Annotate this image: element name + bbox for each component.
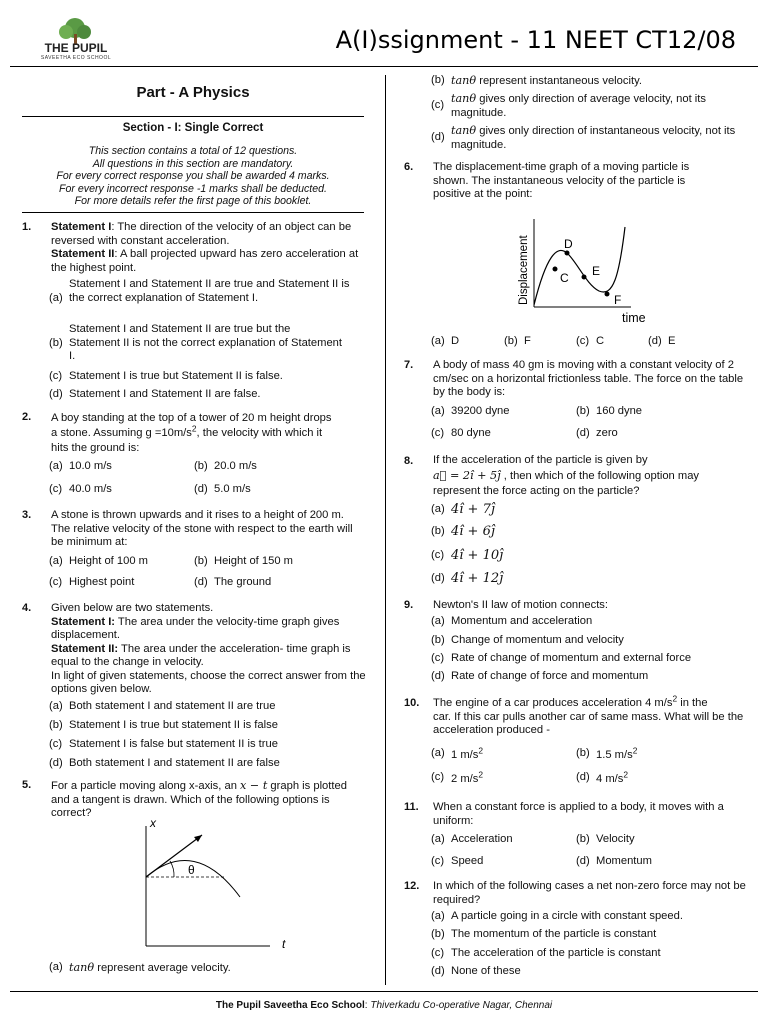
question-number: 12.	[404, 880, 420, 892]
option-label: (c)	[431, 652, 445, 664]
tangent-arrowhead	[194, 835, 202, 842]
instruction-line: This section contains a total of 12 questions.	[88, 145, 298, 157]
question-line: car. If this car pulls another car of same mass. What will be the acceleration produced -	[433, 710, 744, 736]
option-text: represent instantaneous velocity.	[476, 75, 642, 87]
option-text: Statement I and Statement II are true and Statement II is the correct explanation of Statement I.	[69, 278, 350, 304]
option-text: Momentum	[596, 855, 652, 867]
option-text: 80 dyne	[451, 427, 491, 439]
option-label: (a)	[49, 555, 63, 567]
option-text: D	[451, 335, 460, 347]
math-expression: tanθ	[451, 124, 477, 137]
y-axis-label: Displacement	[518, 235, 530, 305]
option-text: Momentum and acceleration	[451, 615, 593, 627]
option-label: (b)	[431, 634, 445, 646]
option-label: (b)	[49, 337, 63, 349]
option-label: (b)	[576, 405, 590, 417]
option-label: (a)	[49, 961, 63, 973]
question-line: , then which of the following option may	[500, 470, 700, 482]
option-label: (b)	[194, 460, 208, 472]
option-label: (c)	[576, 335, 590, 347]
math-expression: tanθ	[69, 961, 95, 974]
option-text: 160 dyne	[596, 405, 643, 417]
instruction-line: For every incorrect response -1 marks shall be deducted.	[59, 182, 327, 195]
option-label: (c)	[431, 99, 445, 111]
statement-text: : The direction of the velocity of an object can be reversed with constant acceleration.	[51, 221, 352, 247]
option-label: (d)	[431, 572, 445, 584]
option-text: Height of 150 m	[214, 555, 293, 567]
option-label: (c)	[49, 738, 63, 750]
option-text: 1 m/s	[451, 749, 479, 761]
question-number: 5.	[22, 779, 32, 791]
point-label-f: F	[614, 293, 622, 307]
statement-label: Statement I:	[51, 615, 116, 628]
question-text: A body of mass 40 gm is moving with a constant velocity of 2 cm/sec on a horizontal frictionless table. The force on the table by the body is:	[433, 359, 744, 398]
question-number: 6.	[404, 161, 414, 173]
option-label: (c)	[431, 855, 445, 867]
option-text: The ground	[214, 576, 272, 588]
math-expression: a⃗ = 2î + 5ĵ	[433, 469, 501, 482]
header-divider	[10, 66, 758, 67]
question-line: in the	[677, 697, 708, 709]
displacement-time-graph	[518, 217, 661, 329]
point-label-d: D	[564, 237, 573, 251]
question-text: When a constant force is applied to a body, it moves with a uniform:	[433, 801, 724, 827]
option-label: (d)	[431, 131, 445, 143]
math-expression: 4î + 12ĵ	[451, 571, 504, 586]
option-text: Statement I is false but statement II is true	[69, 738, 278, 750]
option-label: (d)	[431, 670, 445, 682]
option-label: (c)	[431, 549, 445, 561]
column-divider	[385, 75, 386, 985]
math-expression: x − t	[240, 779, 268, 792]
option-label: (d)	[49, 388, 63, 400]
option-label: (d)	[194, 576, 208, 588]
option-text: 5.0 m/s	[214, 483, 251, 495]
option-text: Speed	[451, 855, 484, 867]
option-label: (b)	[431, 74, 445, 86]
option-text: 20.0 m/s	[214, 460, 257, 472]
option-text: Change of momentum and velocity	[451, 634, 624, 646]
instruction-line: For every correct response you shall be awarded 4 marks.	[56, 170, 330, 182]
option-label: (a)	[431, 615, 445, 627]
statement-text: The area under the acceleration- time graph is equal to the change in velocity.	[51, 642, 351, 668]
x-axis-label: time	[622, 311, 646, 325]
option-label: (c)	[431, 771, 445, 783]
option-label: (b)	[194, 555, 208, 567]
option-text: The momentum of the particle is constant	[451, 928, 657, 940]
option-text: Statement I is true but statement II is false	[69, 719, 278, 731]
superscript: 2	[478, 745, 484, 756]
question-number: 11.	[404, 801, 419, 813]
question-line: The engine of a car produces acceleration 4 m/s	[433, 697, 673, 709]
question-number: 1.	[22, 221, 32, 233]
option-text: E	[668, 335, 676, 347]
superscript: 2	[623, 769, 629, 780]
option-text: 10.0 m/s	[69, 460, 112, 472]
option-text: None of these	[451, 965, 521, 977]
option-label: (a)	[49, 700, 63, 712]
option-label: (b)	[431, 928, 445, 940]
option-label: (a)	[431, 833, 445, 845]
question-line: In light of given statements, choose the correct answer from the options given below.	[51, 669, 366, 695]
option-text: C	[596, 335, 605, 347]
option-label: (b)	[431, 525, 445, 537]
x-t-graph	[140, 816, 300, 951]
option-label: (c)	[431, 427, 445, 439]
math-expression: tanθ	[451, 74, 477, 87]
option-text: Height of 100 m	[69, 555, 148, 567]
question-text: Newton's II law of motion connects:	[433, 599, 609, 611]
point-d-marker	[565, 251, 570, 256]
question-line: For a particle moving along x-axis, an	[51, 780, 241, 792]
x-axis-label: t	[282, 937, 286, 951]
option-text: Acceleration	[451, 833, 513, 845]
point-c-marker	[553, 267, 558, 272]
math-expression: 4î + 7ĵ	[451, 502, 495, 517]
math-expression: tanθ	[451, 92, 477, 105]
option-text: 2 m/s	[451, 773, 479, 785]
option-text: 1.5 m/s	[596, 749, 633, 761]
question-text	[51, 411, 367, 456]
point-f-marker	[605, 292, 610, 297]
point-label-e: E	[592, 264, 601, 278]
option-text: Highest point	[69, 576, 135, 588]
footer-address: Thiverkadu Co-operative Nagar, Chennai	[370, 1000, 553, 1011]
question-text: A stone is thrown upwards and it rises to a height of 200 m. The relative velocity of the stone with respect to the earth will be minimum at:	[51, 509, 353, 548]
y-axis-label: x	[150, 816, 156, 830]
statement-label: Statement II	[51, 248, 115, 260]
option-text: Both statement I and statement II are true	[69, 700, 276, 712]
question-number: 4.	[22, 602, 32, 614]
option-text: Statement I and Statement II are true but the Statement II is not the correct explanation of Statement I.	[69, 323, 343, 362]
question-text	[51, 602, 367, 697]
option-text: Statement I and Statement II are false.	[69, 388, 261, 400]
question-number: 7.	[404, 359, 414, 371]
option-label: (b)	[49, 719, 63, 731]
option-label: (d)	[431, 965, 445, 977]
question-text	[433, 693, 749, 738]
question-text	[51, 221, 367, 275]
option-text: 39200 dyne	[451, 405, 510, 417]
option-label: (a)	[431, 747, 445, 759]
instructions-divider	[22, 212, 364, 213]
option-label: (c)	[49, 483, 63, 495]
logo-text: THE PUPIL	[44, 41, 108, 55]
option-label: (a)	[49, 460, 63, 472]
option-text: The acceleration of the particle is constant	[451, 947, 661, 959]
option-text: zero	[596, 427, 618, 439]
math-expression: 4î + 10ĵ	[451, 548, 504, 563]
question-line: graph is plotted and a tangent is drawn. Which of the following options is correct?	[51, 780, 347, 819]
option-label: (a)	[431, 335, 445, 347]
question-number: 10.	[404, 697, 420, 709]
section-instructions	[22, 145, 364, 208]
question-number: 2.	[22, 411, 32, 423]
option-label: (b)	[576, 833, 590, 845]
angle-label: θ	[188, 863, 195, 877]
logo-subtext: SAVEETHA ECO SCHOOL	[40, 55, 112, 61]
option-label: (a)	[431, 910, 445, 922]
option-label: (a)	[49, 292, 63, 304]
question-text	[51, 779, 351, 821]
option-label: (d)	[49, 757, 63, 769]
superscript: 2	[672, 693, 678, 704]
point-e-marker	[582, 275, 587, 280]
option-label: (d)	[648, 335, 662, 347]
question-line: hits the ground is:	[51, 442, 140, 454]
superscript: 2	[478, 769, 484, 780]
statement-label: Statement II:	[51, 642, 119, 655]
option-label: (d)	[576, 855, 590, 867]
question-line: Given below are two statements.	[51, 602, 214, 614]
option-label: (d)	[576, 771, 590, 783]
option-text: Rate of change of momentum and external force	[451, 652, 692, 664]
question-line: If the acceleration of the particle is given by	[433, 454, 648, 466]
question-text: In which of the following cases a net non-zero force may not be required?	[433, 880, 746, 906]
section-title: Section - I: Single Correct	[122, 122, 264, 134]
statement-label: Statement I	[51, 221, 112, 233]
school-logo	[30, 14, 120, 64]
option-text: Both statement I and statement II are false	[69, 757, 280, 769]
option-label: (b)	[576, 747, 590, 759]
statement-text: The area under the velocity-time graph gives displacement.	[51, 615, 340, 641]
question-text: The displacement-time graph of a moving particle is shown. The instantaneous velocity of the particle is positive at the point:	[433, 161, 690, 200]
question-number: 8.	[404, 455, 414, 467]
option-text: 40.0 m/s	[69, 483, 112, 495]
document-title: A(I)ssignment - 11 NEET CT12/08	[335, 26, 736, 54]
question-line: represent the force acting on the particle?	[433, 485, 640, 497]
option-text: 4 m/s	[596, 773, 624, 785]
footer-school: The Pupil Saveetha Eco School	[215, 1000, 365, 1011]
option-label: (c)	[49, 576, 63, 588]
option-text: Velocity	[596, 833, 635, 845]
angle-arc	[170, 861, 174, 877]
option-text: gives only direction of average velocity, not its magnitude.	[451, 93, 706, 119]
question-line: A boy standing at the top of a tower of 20 m height drops	[51, 412, 332, 424]
question-number: 3.	[22, 509, 32, 521]
option-label: (c)	[431, 947, 445, 959]
superscript: 2	[632, 745, 638, 756]
footer-divider	[10, 991, 758, 992]
point-label-c: C	[560, 271, 569, 285]
option-label: (a)	[431, 405, 445, 417]
instruction-line: For more details refer the first page of this booklet.	[74, 195, 312, 207]
instruction-line: All questions in this section are mandatory.	[92, 157, 294, 170]
footer: The Pupil Saveetha Eco School: Thiverkadu Co-operative Nagar, Chennai	[215, 1000, 553, 1011]
curve	[534, 227, 625, 305]
question-line: , the velocity with which it	[196, 427, 323, 439]
statement-text: : A ball projected upward has zero acceleration at the highest point.	[51, 248, 359, 274]
option-text: F	[524, 335, 531, 347]
option-text: represent average velocity.	[94, 962, 231, 974]
question-text	[433, 453, 749, 499]
option-text: gives only direction of instantaneous velocity, not its magnitude.	[451, 125, 736, 151]
option-label: (c)	[49, 370, 63, 382]
option-label: (d)	[576, 427, 590, 439]
option-text: Rate of change of force and momentum	[451, 670, 649, 682]
question-number: 9.	[404, 599, 414, 611]
part-title: Part - A Physics	[136, 84, 250, 101]
option-text: A particle going in a circle with constant speed.	[451, 910, 683, 922]
option-label: (b)	[504, 335, 518, 347]
math-expression: 4î + 6ĵ	[451, 524, 495, 539]
part-divider	[22, 116, 364, 117]
question-line: a stone. Assuming g =10m/s	[51, 427, 192, 439]
superscript: 2	[191, 423, 197, 434]
option-label: (a)	[431, 503, 445, 515]
option-text: Statement I is true but Statement II is false.	[69, 370, 283, 382]
option-label: (d)	[194, 483, 208, 495]
